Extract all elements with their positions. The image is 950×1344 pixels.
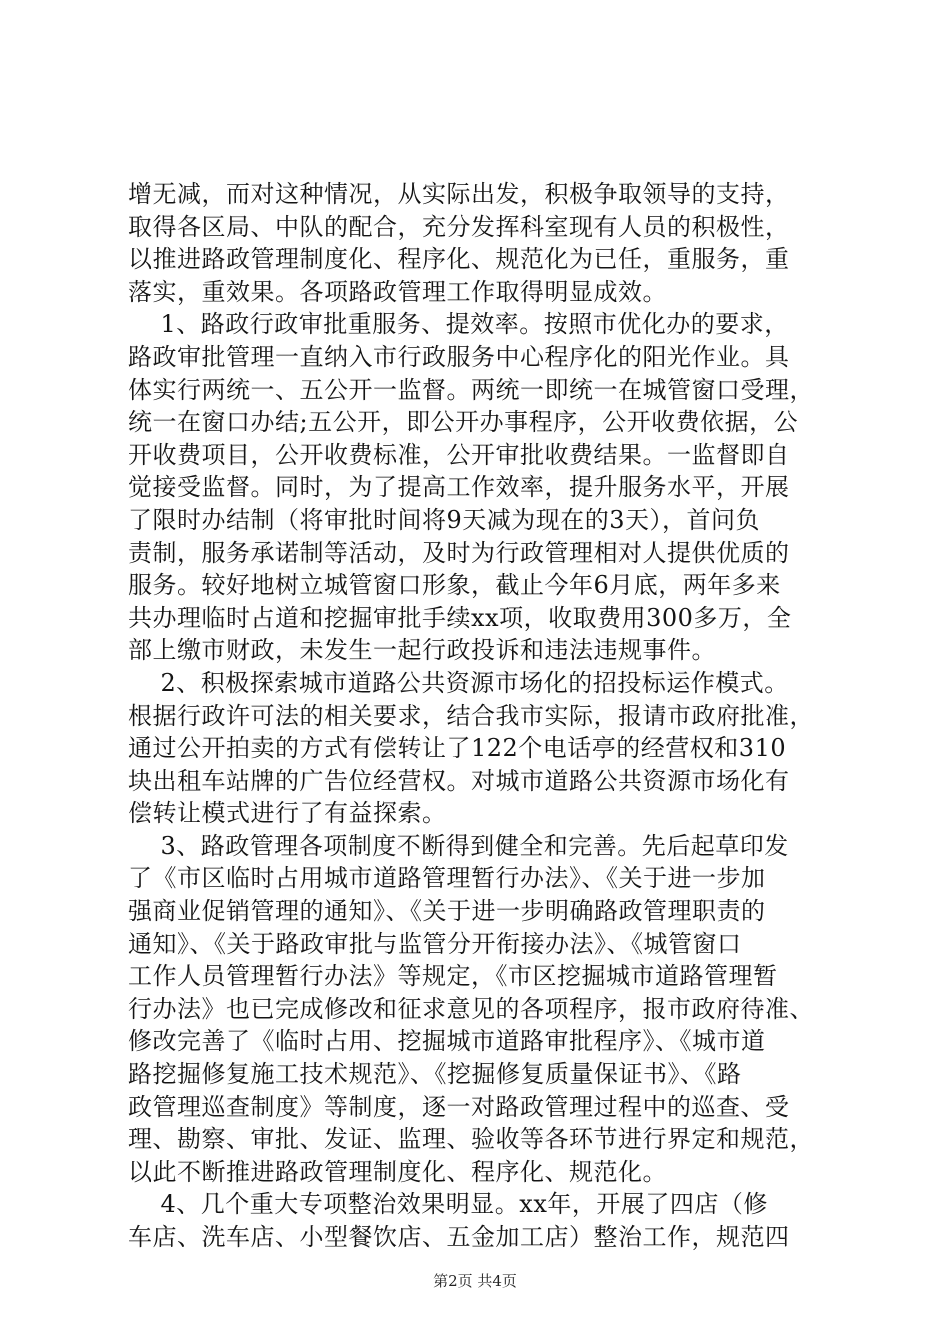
text-line: 以此不断推进路政管理制度化、程序化、规范化。 [128, 1157, 667, 1186]
page-footer: 第2页 共4页 [433, 1272, 517, 1290]
text-line: 部上缴市财政，未发生一起行政投诉和违法违规事件。 [128, 636, 716, 665]
text-line: 了《市区临时占用城市道路管理暂行办法》、《关于进一步加 [128, 864, 766, 893]
text-line: 车店、洗车店、小型餐饮店、五金加工店）整治工作，规范四 [128, 1223, 790, 1251]
text-line: 强商业促销管理的通知》、《关于进一步明确路政管理职责的 [128, 897, 766, 926]
text-line: 理、勘察、审批、发证、监理、验收等各环节进行界定和规范， [128, 1125, 814, 1154]
text-line: 觉接受监督。同时，为了提高工作效率，提升服务水平，开展 [128, 473, 790, 502]
text-line: 通过公开拍卖的方式有偿转让了122个电话亭的经营权和310 [128, 734, 787, 763]
text-line: 3、路政管理各项制度不断得到健全和完善。先后起草印发 [128, 831, 789, 860]
text-line: 取得各区局、中队的配合，充分发挥科室现有人员的积极性， [128, 212, 790, 241]
document-body [128, 178, 828, 1254]
text-line: 落实，重效果。各项路政管理工作取得明显成效。 [128, 277, 667, 306]
text-line: 根据行政许可法的相关要求，结合我市实际，报请市政府批准， [128, 701, 814, 730]
text-line: 服务。较好地树立城管窗口形象，截止今年6月底，两年多来 [128, 571, 781, 600]
text-line: 体实行两统一、五公开一监督。两统一即统一在城管窗口受理， [128, 375, 814, 404]
text-line: 开收费项目，公开收费标准，公开审批收费结果。一监督即自 [128, 440, 790, 469]
text-line: 了限时办结制（将审批时间将9天减为现在的3天），首问负 [128, 505, 761, 534]
text-line: 共办理临时占道和挖掘审批手续xx项，收取费用300多万，全 [128, 603, 792, 632]
text-line: 路政审批管理一直纳入市行政服务中心程序化的阳光作业。具 [128, 342, 790, 371]
text-line: 1、路政行政审批重服务、提效率。按照市优化办的要求， [128, 310, 789, 339]
text-line: 通知》、《关于路政审批与监管分开衔接办法》、《城管窗口 [128, 929, 742, 958]
text-line: 修改完善了《临时占用、挖掘城市道路审批程序》、《城市道 [128, 1027, 766, 1056]
text-line: 政管理巡查制度》等制度，逐一对路政管理过程中的巡查、受 [128, 1092, 790, 1121]
text-line: 路挖掘修复施工技术规范》、《挖掘修复质量保证书》、《路 [128, 1060, 742, 1089]
text-line: 2、积极探索城市道路公共资源市场化的招投标运作模式。 [128, 668, 789, 697]
text-line: 偿转让模式进行了有益探索。 [128, 799, 447, 828]
text-line: 责制，服务承诺制等活动，及时为行政管理相对人提供优质的 [128, 538, 790, 567]
text-line: 以推进路政管理制度化、程序化、规范化为已任，重服务，重 [128, 245, 790, 274]
text-line: 增无减，而对这种情况，从实际出发，积极争取领导的支持， [128, 180, 790, 208]
text-line: 4、几个重大专项整治效果明显。xx年，开展了四店（修 [128, 1190, 768, 1219]
text-line: 统一在窗口办结;五公开，即公开办事程序，公开收费依据，公 [128, 408, 799, 437]
text-line: 工作人员管理暂行办法》等规定，《市区挖掘城市道路管理暂 [128, 962, 778, 991]
text-line: 行办法》也已完成修改和征求意见的各项程序，报市政府待准、 [128, 994, 814, 1023]
text-line: 块出租车站牌的广告位经营权。对城市道路公共资源市场化有 [128, 766, 790, 795]
